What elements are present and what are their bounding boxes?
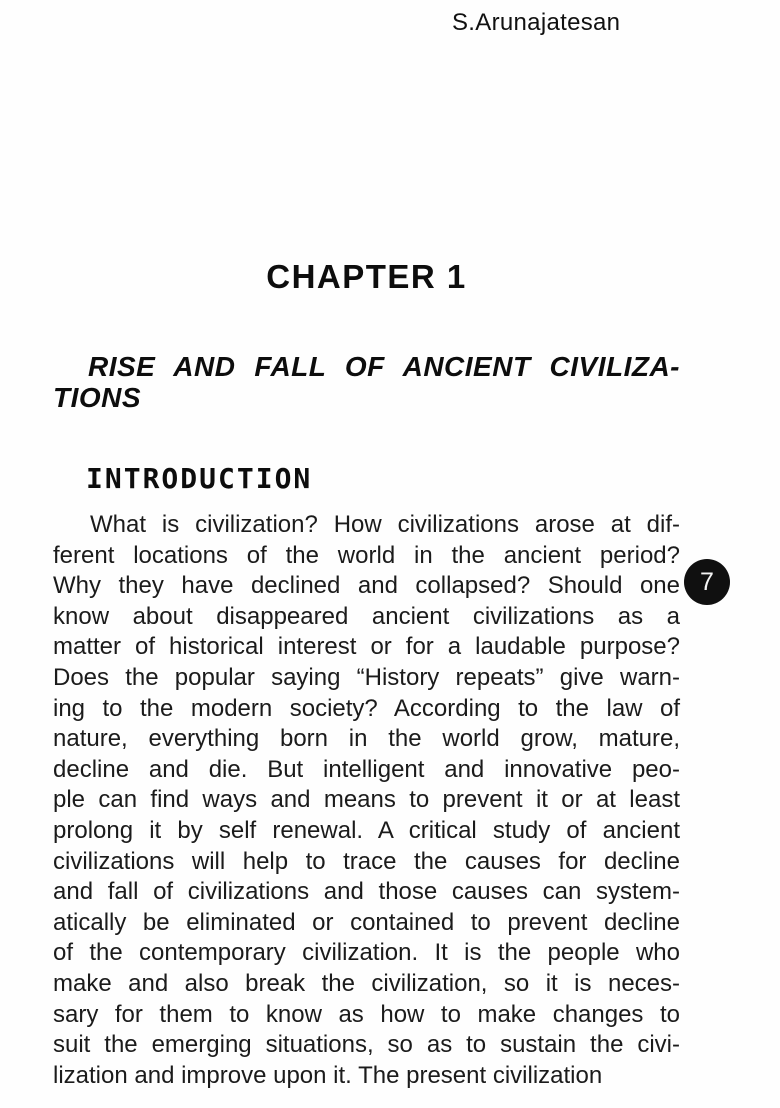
paragraph-line: and fall of civilizations and those causes can system- [53, 878, 680, 906]
chapter-heading: CHAPTER 1 [266, 258, 467, 295]
introduction-paragraph [53, 510, 680, 1091]
paragraph-line: nature, everything born in the world grow, mature, [53, 725, 680, 753]
paragraph-line: civilizations will help to trace the causes for decline [53, 847, 680, 875]
page-number-badge [684, 559, 730, 605]
paragraph-line: decline and die. But intelligent and innovative peo- [53, 755, 680, 783]
paragraph-line: make and also break the civilization, so it is neces- [53, 969, 680, 997]
paragraph-line: ple can find ways and means to prevent it or at least [53, 786, 680, 814]
section-title-line-2: TIONS [53, 382, 142, 413]
paragraph-line: Does the popular saying “History repeats” give warn- [53, 663, 680, 691]
section-title-line-1: RISE AND FALL OF ANCIENT CIVILIZA- [88, 351, 680, 382]
paragraph-line: sary for them to know as how to make changes to [53, 1000, 680, 1028]
paragraph-line: lization and improve upon it. The present civilization [53, 1061, 603, 1089]
paragraph-line: matter of historical interest or for a laudable purpose? [53, 633, 680, 661]
paragraph-line: ing to the modern society? According to the law of [53, 694, 680, 722]
paragraph-line: of the contemporary civilization. It is the people who [53, 939, 680, 967]
running-header-author: S.Arunajatesan [452, 9, 621, 36]
paragraph-line: What is civilization? How civilizations arose at dif- [90, 511, 680, 538]
paragraph-line: ferent locations of the world in the ancient period? [53, 541, 680, 569]
section-title [53, 351, 680, 413]
paragraph-line: prolong it by self renewal. A critical study of ancient [53, 816, 680, 844]
paragraph-line: Why they have declined and collapsed? Should one [53, 572, 680, 600]
page-number: 7 [700, 567, 714, 596]
paragraph-line: atically be eliminated or contained to prevent decline [53, 908, 680, 936]
introduction-heading: INTRODUCTION [86, 462, 313, 495]
paragraph-line: suit the emerging situations, so as to sustain the civi- [53, 1031, 680, 1059]
paragraph-line: know about disappeared ancient civilizations as a [53, 602, 680, 630]
